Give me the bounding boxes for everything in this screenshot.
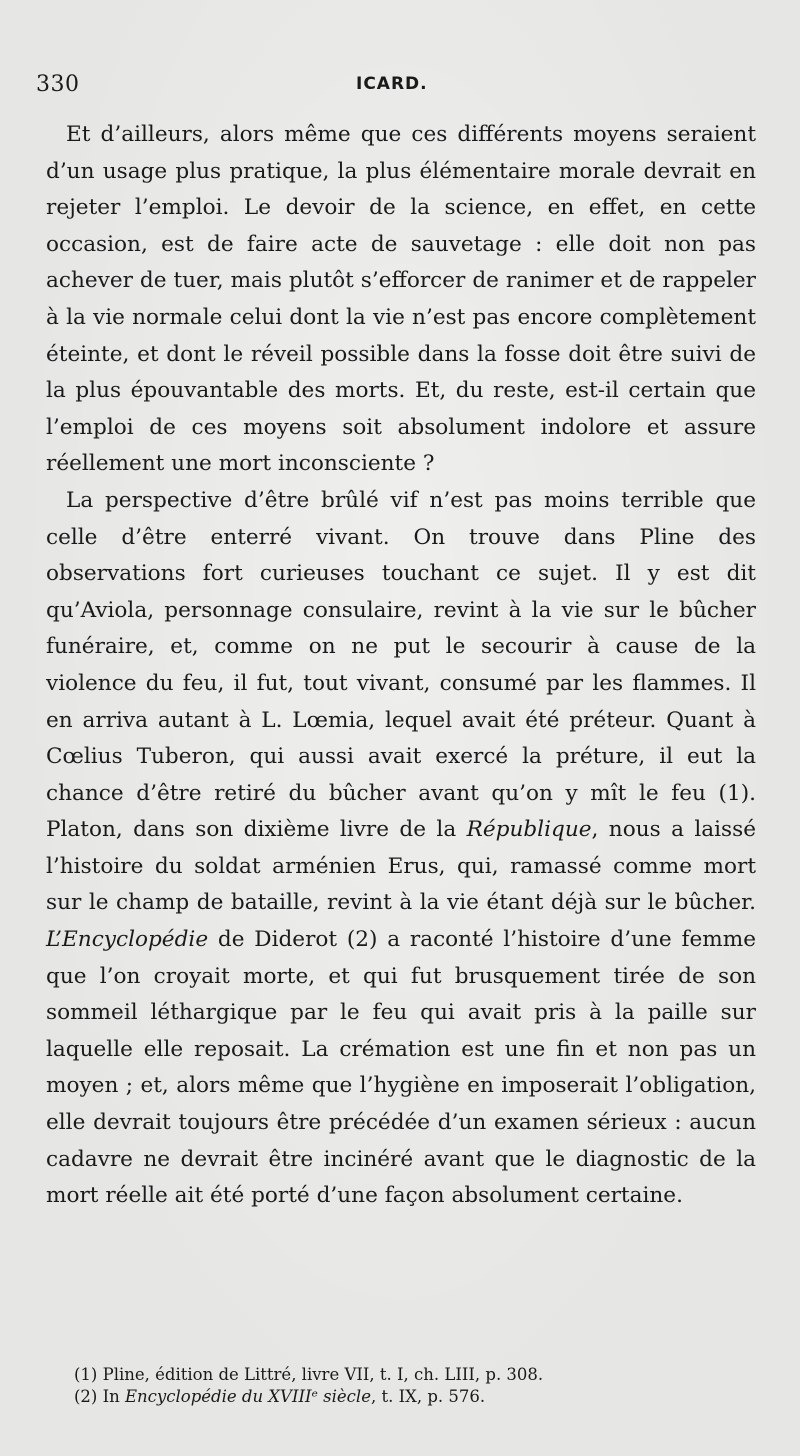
footnote-1: (1) Pline, édition de Littré, livre VII, t. I, ch. LIII, p. 308. [74, 1365, 544, 1384]
page-header [36, 72, 756, 104]
paragraph [46, 483, 756, 1215]
paragraph-2-text-a: La perspective d’être brûlé vif n’est pas moins terrible que celle d’être enterré vivant. On trouve dans Pline des observations fort curieuses touchant ce sujet. Il y est dit qu’Aviola, personnage consulaire, revint à la vie sur le bûcher funéraire, et, comme on ne put le secourir à cause de la violence du feu, il fut, tout vivant, consumé par les flammes. Il en arriva autant à L. Lœmia, lequel avait été préteur. Quant à Cœlius Tuberon, qui aussi avait exercé la préture, il eut la chance d’être retiré du bûcher avant qu’on y mît le feu (1). Platon, dans son dixième livre de la [46, 487, 756, 843]
paragraph [46, 117, 756, 483]
italic-title-republique: République [466, 817, 592, 843]
footnote-2-text-a: (2) In [74, 1387, 120, 1406]
paragraph-2-text-b: , nous a laissé l’histoire du soldat arménien Erus, qui, ramassé comme mort sur le champ de bataille, revint à la vie étant déjà sur le bûcher. [46, 817, 756, 916]
page-number: 330 [36, 72, 80, 97]
footnote-2-italic: Encyclopédie du XVIIIᵉ siècle [125, 1387, 371, 1406]
paragraph-2-text-c: de Diderot (2) a raconté l’histoire d’une femme que l’on croyait morte, et qui fut brusquement tirée de son sommeil léthargique par le feu qui avait pris à la paille sur laquelle elle reposait. La crémation est une fin et non pas un moyen ; et, alors même que l’hygiène en imposerait l’obligation, elle devrait toujours être précédée d’un examen sérieux : aucun cadavre ne devrait être incinéré avant que le diagnostic de la mort réelle ait été porté d’une façon absolument certaine. [46, 927, 756, 1209]
footnote-2-text-b: , t. IX, p. 576. [370, 1387, 486, 1406]
paragraph-1-text: Et d’ailleurs, alors même que ces différents moyens seraient d’un usage plus pratique, la plus élémentaire morale devrait en rejeter l’emploi. Le devoir de la science, en effet, en cette occasion, est de faire acte de sauvetage : elle doit non pas achever de tuer, mais plutôt s’efforcer de ranimer et de rappeler à la vie normale celui dont la vie n’est pas encore complètement éteinte, et dont le réveil possible dans la fosse doit être suivi de la plus épouvantable des morts. Et, du reste, est-il certain que l’emploi de ces moyens soit absolument indolore et assure réellement une mort inconsciente ? [46, 122, 756, 477]
italic-title-encyclopedie: L’Encyclopédie [46, 927, 209, 953]
running-head: ICARD. [356, 74, 428, 94]
body-text [46, 117, 756, 1215]
footnotes [74, 1364, 714, 1408]
footnote-2 [74, 1386, 714, 1408]
